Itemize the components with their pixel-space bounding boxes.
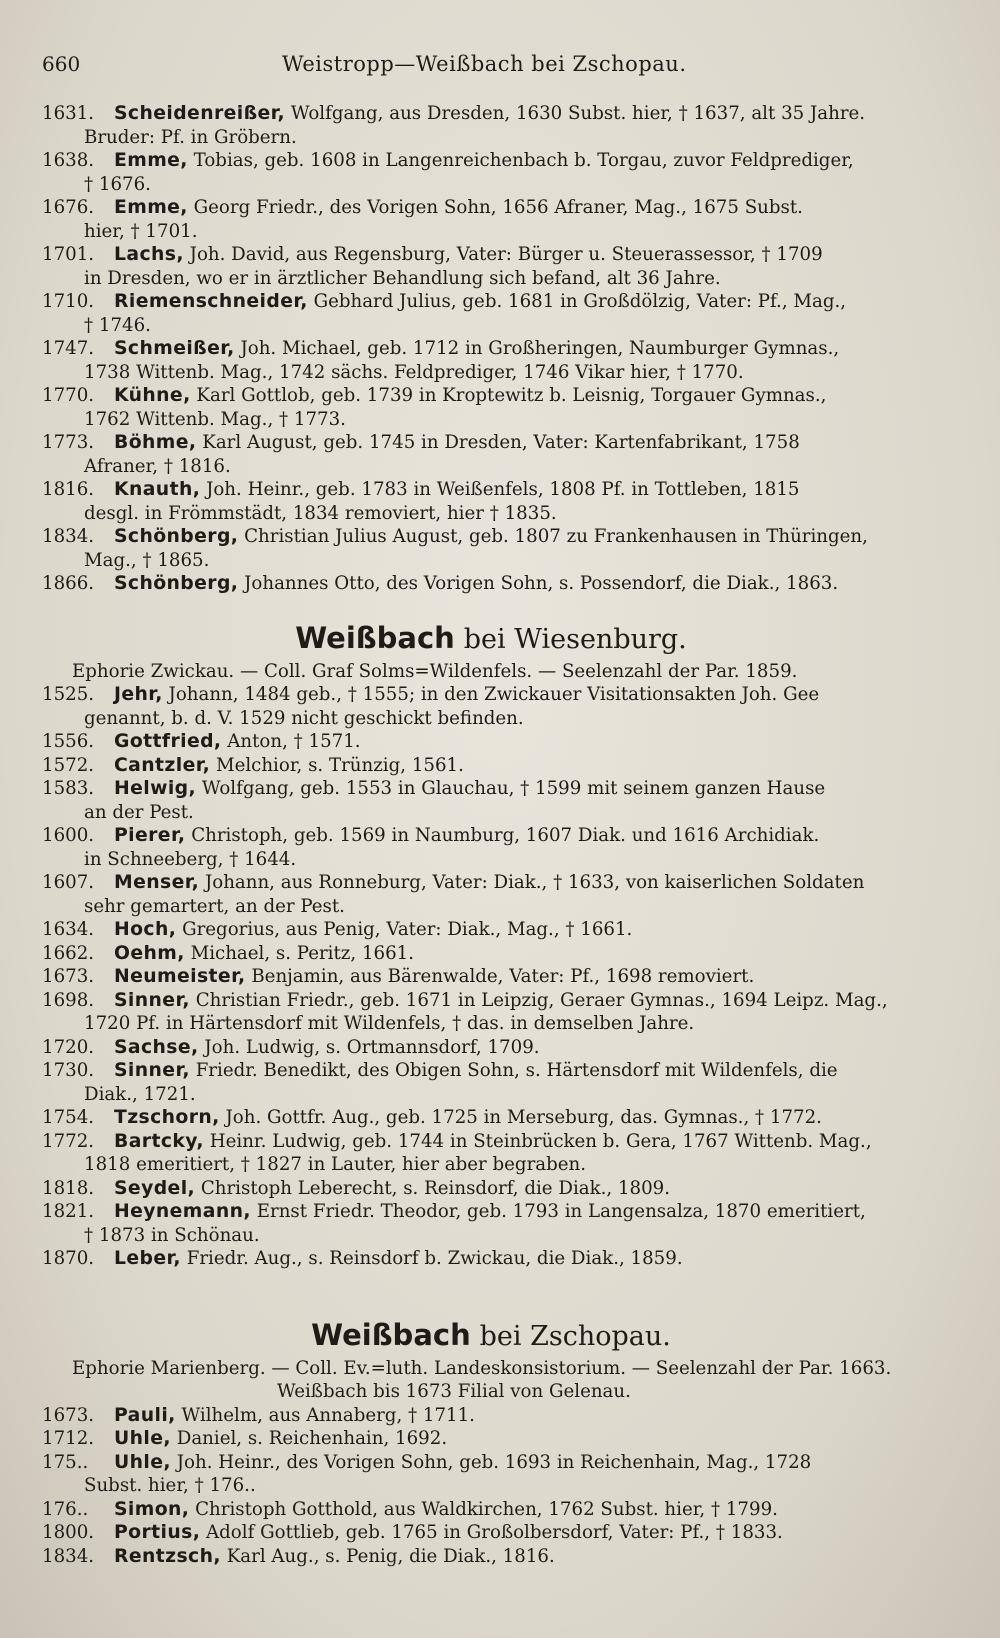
entry-body: Wolfgang, geb. 1553 in Glauchau, † 1599 mit seinem ganzen Hause [201, 778, 826, 799]
entry-body: Joh. Gottfr. Aug., geb. 1725 in Merseburg, das. Gymnas., † 1772. [225, 1107, 822, 1128]
entry-text [84, 1130, 940, 1177]
entry-text [84, 102, 940, 149]
entry-continuation: in Schneeberg, † 1644. [84, 848, 297, 870]
entry-text [114, 572, 940, 596]
entry-year: 1870. [42, 1248, 95, 1269]
list-item [42, 918, 940, 942]
list-item [42, 1130, 940, 1177]
entry-body: Adolf Gottlieb, geb. 1765 in Großolbersdorf, Vater: Pf., † 1833. [206, 1522, 783, 1543]
entry-name: Menser, [114, 872, 200, 893]
list-item [42, 965, 940, 989]
list-item [42, 1427, 940, 1451]
entry-body: Michael, s. Peritz, 1661. [190, 942, 415, 964]
entry-year: 1818. [42, 1177, 95, 1199]
list-item [42, 102, 940, 149]
list-item [42, 1177, 940, 1201]
entry-name: Heynemann, [114, 1201, 251, 1222]
entry-continuation: in Dresden, wo er in ärztlicher Behandlung sich befand, alt 36 Jahre. [84, 267, 721, 289]
list-item [42, 730, 940, 754]
entry-year: 1676. [42, 197, 95, 218]
entries-top [42, 102, 940, 596]
entry-text [114, 1177, 940, 1201]
section-place: Weißbach [295, 620, 455, 655]
entry-body: Joh. Michael, geb. 1712 in Großheringen, Naumburger Gymnas., [240, 338, 840, 359]
entry-name: Lachs, [114, 244, 184, 265]
entry-year: 1754. [42, 1107, 95, 1128]
entry-text [84, 196, 940, 243]
entry-body: Christoph, geb. 1569 in Naumburg, 1607 Diak. und 1616 Archidiak. [191, 825, 820, 846]
list-item [42, 572, 940, 596]
entry-name: Uhle, [114, 1451, 171, 1473]
entry-text [114, 730, 940, 754]
entry-year: 1525. [42, 684, 95, 705]
list-item [42, 1404, 940, 1428]
entry-year: 1834. [42, 1545, 95, 1567]
entry-body: Christian Friedr., geb. 1671 in Leipzig, Geraer Gymnas., 1694 Leipz. Mag., [195, 989, 888, 1011]
entry-text [114, 1036, 940, 1060]
entry-name: Gottfried, [114, 731, 222, 752]
section-heading-wiesenburg [42, 620, 940, 658]
entry-name: Portius, [114, 1522, 201, 1543]
entry-body: Georg Friedr., des Vorigen Sohn, 1656 Afraner, Mag., 1675 Subst. [193, 197, 803, 218]
entry-name: Kühne, [114, 385, 191, 406]
section-meta-2: Weißbach bis 1673 Filial von Gelenau. [277, 1381, 631, 1402]
entry-body: Joh. Heinr., geb. 1783 in Weißenfels, 1808 Pf. in Tottleben, 1815 [206, 479, 800, 500]
entry-text [114, 918, 940, 942]
entry-name: Tzschorn, [114, 1107, 220, 1128]
list-item [42, 431, 940, 478]
list-item [42, 1451, 940, 1498]
list-item [42, 871, 940, 918]
entry-body: Johannes Otto, des Vorigen Sohn, s. Possendorf, die Diak., 1863. [244, 573, 839, 594]
entry-continuation: Mag., † 1865. [84, 549, 210, 571]
entries-zschopau [42, 1404, 940, 1569]
entry-year: 175.. [42, 1451, 89, 1473]
entry-text [84, 777, 940, 824]
entry-name: Simon, [114, 1498, 190, 1520]
entry-body: Karl August, geb. 1745 in Dresden, Vater: Kartenfabrikant, 1758 [202, 432, 800, 453]
entry-body: Anton, † 1571. [227, 731, 361, 752]
entry-body: Friedr. Aug., s. Reinsdorf b. Zwickau, die Diak., 1859. [186, 1248, 683, 1269]
section-suffix: bei Wiesenburg. [463, 623, 687, 655]
entry-text [84, 1059, 940, 1106]
entry-text [84, 149, 940, 196]
entry-year: 1638. [42, 150, 95, 171]
entry-continuation: † 1873 in Schönau. [84, 1224, 260, 1246]
entry-body: Benjamin, aus Bärenwalde, Vater: Pf., 1698 removiert. [251, 966, 755, 987]
entry-text [114, 1427, 940, 1451]
entry-year: 1634. [42, 919, 95, 940]
entry-year: 1834. [42, 526, 95, 547]
entry-body: Daniel, s. Reichenhain, 1692. [176, 1428, 448, 1449]
entry-body: Karl Aug., s. Penig, die Diak., 1816. [226, 1545, 555, 1567]
entry-year: 1673. [42, 966, 95, 987]
entry-year: 1770. [42, 385, 95, 406]
entry-text [84, 478, 940, 525]
entry-body: Melchior, s. Trünzig, 1561. [215, 754, 464, 776]
entry-continuation: 1762 Wittenb. Mag., † 1773. [84, 408, 346, 430]
list-item [42, 989, 940, 1036]
entry-text [114, 965, 940, 989]
entry-text [84, 871, 940, 918]
entry-body: Friedr. Benedikt, des Obigen Sohn, s. Härtensdorf mit Wildenfels, die [195, 1060, 838, 1081]
entry-name: Pierer, [114, 825, 186, 846]
entry-year: 1631. [42, 103, 95, 124]
entry-name: Emme, [114, 197, 188, 218]
list-item [42, 337, 940, 384]
entries-wiesenburg [42, 683, 940, 1271]
entry-year: 1720. [42, 1036, 95, 1058]
entry-name: Seydel, [114, 1177, 196, 1199]
entry-text [114, 1404, 940, 1428]
list-item [42, 1059, 940, 1106]
entry-year: 1800. [42, 1522, 95, 1543]
entry-name: Sachse, [114, 1036, 199, 1058]
entry-text [114, 1498, 940, 1522]
entry-continuation: Bruder: Pf. in Gröbern. [84, 126, 297, 148]
entry-name: Bartcky, [114, 1130, 204, 1152]
entry-year: 1556. [42, 731, 95, 752]
entry-continuation: Subst. hier, † 176.. [84, 1475, 256, 1496]
list-item [42, 777, 940, 824]
running-title: Weistropp—Weißbach bei Zschopau. [282, 52, 687, 76]
list-item [42, 1545, 940, 1569]
list-item [42, 824, 940, 871]
list-item [42, 525, 940, 572]
entry-year: 1712. [42, 1428, 95, 1449]
entry-year: 1730. [42, 1060, 95, 1081]
entry-year: 1701. [42, 244, 95, 265]
entry-body: Christian Julius August, geb. 1807 zu Frankenhausen in Thüringen, [244, 526, 868, 547]
page-number: 660 [42, 52, 81, 76]
entry-name: Uhle, [114, 1428, 171, 1449]
entry-year: 1583. [42, 778, 95, 799]
entry-text [84, 683, 940, 730]
list-item [42, 683, 940, 730]
list-item [42, 149, 940, 196]
entry-continuation: sehr gemartert, an der Pest. [84, 895, 345, 917]
entry-text [84, 824, 940, 871]
entry-year: 1572. [42, 754, 95, 776]
entry-text [84, 337, 940, 384]
entry-text [84, 431, 940, 478]
entry-year: 1662. [42, 942, 95, 964]
list-item [42, 478, 940, 525]
running-head [42, 52, 940, 102]
entry-name: Emme, [114, 150, 188, 171]
entry-year: 1600. [42, 825, 95, 846]
list-item [42, 1106, 940, 1130]
entry-text [114, 1545, 940, 1569]
entry-name: Jehr, [114, 684, 163, 705]
entry-body: Gebhard Julius, geb. 1681 in Großdölzig, Vater: Pf., Mag., [313, 291, 847, 312]
list-item [42, 243, 940, 290]
list-item [42, 1247, 940, 1271]
list-item [42, 942, 940, 966]
entry-name: Cantzler, [114, 754, 211, 776]
entry-text [114, 1106, 940, 1130]
section-meta: Ephorie Marienberg. — Coll. Ev.=luth. Landeskonsistorium. — Seelenzahl der Par. 1663. [72, 1357, 892, 1379]
entry-name: Oehm, [114, 942, 185, 964]
entry-continuation: genannt, b. d. V. 1529 nicht geschickt befinden. [84, 707, 524, 729]
entry-body: Karl Gottlob, geb. 1739 in Kroptewitz b. Leisnig, Torgauer Gymnas., [196, 385, 827, 406]
list-item [42, 196, 940, 243]
entry-year: 1773. [42, 432, 95, 453]
entry-body: Ernst Friedr. Theodor, geb. 1793 in Langensalza, 1870 emeritiert, [256, 1201, 866, 1222]
entry-text [84, 290, 940, 337]
entry-continuation: 1720 Pf. in Härtensdorf mit Wildenfels, † das. in demselben Jahre. [84, 1013, 695, 1034]
entry-continuation: desgl. in Frömmstädt, 1834 removiert, hier † 1835. [84, 502, 557, 524]
entry-year: 1698. [42, 989, 95, 1011]
entry-name: Sinner, [114, 989, 190, 1011]
entry-name: Riemenschneider, [114, 291, 308, 312]
entry-name: Sinner, [114, 1060, 190, 1081]
entry-name: Hoch, [114, 919, 177, 940]
list-item [42, 1036, 940, 1060]
entry-text [84, 525, 940, 572]
entry-name: Leber, [114, 1248, 181, 1269]
entry-body: Tobias, geb. 1608 in Langenreichenbach b. Torgau, zuvor Feldprediger, [193, 150, 854, 171]
entry-body: Joh. Heinr., des Vorigen Sohn, geb. 1693 in Reichenhain, Mag., 1728 [176, 1451, 812, 1473]
entry-name: Neumeister, [114, 966, 246, 987]
entry-name: Rentzsch, [114, 1545, 221, 1567]
entry-year: 176.. [42, 1498, 89, 1520]
entry-body: Christoph Gotthold, aus Waldkirchen, 1762 Subst. hier, † 1799. [195, 1498, 778, 1520]
section-place: Weißbach [311, 1317, 471, 1352]
entry-name: Knauth, [114, 479, 201, 500]
entry-continuation: † 1746. [84, 314, 151, 336]
entry-continuation: † 1676. [84, 173, 151, 195]
entry-name: Böhme, [114, 432, 197, 453]
entry-name: Schmeißer, [114, 338, 235, 359]
entry-year: 1772. [42, 1130, 95, 1152]
entry-continuation: an der Pest. [84, 801, 194, 823]
list-item [42, 1498, 940, 1522]
entry-name: Scheidenreißer, [114, 103, 286, 124]
entry-continuation: Diak., 1721. [84, 1083, 196, 1105]
section-heading-zschopau [42, 1317, 940, 1355]
entry-body: Heinr. Ludwig, geb. 1744 in Steinbrücken b. Gera, 1767 Wittenb. Mag., [209, 1130, 872, 1152]
list-item [42, 1200, 940, 1247]
entry-body: Gregorius, aus Penig, Vater: Diak., Mag., † 1661. [182, 919, 633, 940]
entry-text [84, 243, 940, 290]
entry-year: 1747. [42, 338, 95, 359]
entry-continuation: 1738 Wittenb. Mag., 1742 sächs. Feldprediger, 1746 Vikar hier, † 1770. [84, 361, 744, 383]
entry-body: Joh. Ludwig, s. Ortmannsdorf, 1709. [204, 1036, 540, 1058]
entry-year: 1710. [42, 291, 95, 312]
entry-body: Johann, 1484 geb., † 1555; in den Zwickauer Visitationsakten Joh. Gee [168, 684, 820, 705]
section-meta: Ephorie Zwickau. — Coll. Graf Solms=Wildenfels. — Seelenzahl der Par. 1859. [72, 660, 798, 682]
entry-body: Christoph Leberecht, s. Reinsdorf, die Diak., 1809. [200, 1177, 671, 1199]
entry-body: Wilhelm, aus Annaberg, † 1711. [181, 1404, 475, 1426]
entry-text [114, 1247, 940, 1271]
entry-body: Johann, aus Ronneburg, Vater: Diak., † 1633, von kaiserlichen Soldaten [204, 872, 865, 893]
entry-text [114, 754, 940, 778]
entry-continuation: 1818 emeritiert, † 1827 in Lauter, hier aber begraben. [84, 1154, 587, 1175]
entry-text [114, 942, 940, 966]
entry-text [114, 1521, 940, 1545]
entry-year: 1816. [42, 479, 95, 500]
entry-year: 1866. [42, 573, 95, 594]
entry-name: Helwig, [114, 778, 197, 799]
entry-body: Wolfgang, aus Dresden, 1630 Subst. hier, † 1637, alt 35 Jahre. [290, 103, 866, 124]
section-suffix: bei Zschopau. [479, 1320, 671, 1352]
entry-year: 1821. [42, 1201, 95, 1222]
entry-name: Pauli, [114, 1404, 176, 1426]
entry-year: 1673. [42, 1404, 95, 1426]
entry-text [84, 1451, 940, 1498]
entry-continuation: hier, † 1701. [84, 220, 198, 242]
entry-continuation: Afraner, † 1816. [84, 455, 231, 477]
entry-text [84, 1200, 940, 1247]
list-item [42, 1521, 940, 1545]
list-item [42, 754, 940, 778]
list-item [42, 290, 940, 337]
entry-body: Joh. David, aus Regensburg, Vater: Bürger u. Steuerassessor, † 1709 [189, 244, 823, 265]
entry-text [84, 384, 940, 431]
list-item [42, 384, 940, 431]
entry-name: Schönberg, [114, 573, 239, 594]
entry-name: Schönberg, [114, 526, 239, 547]
entry-text [84, 989, 940, 1036]
entry-year: 1607. [42, 872, 95, 893]
